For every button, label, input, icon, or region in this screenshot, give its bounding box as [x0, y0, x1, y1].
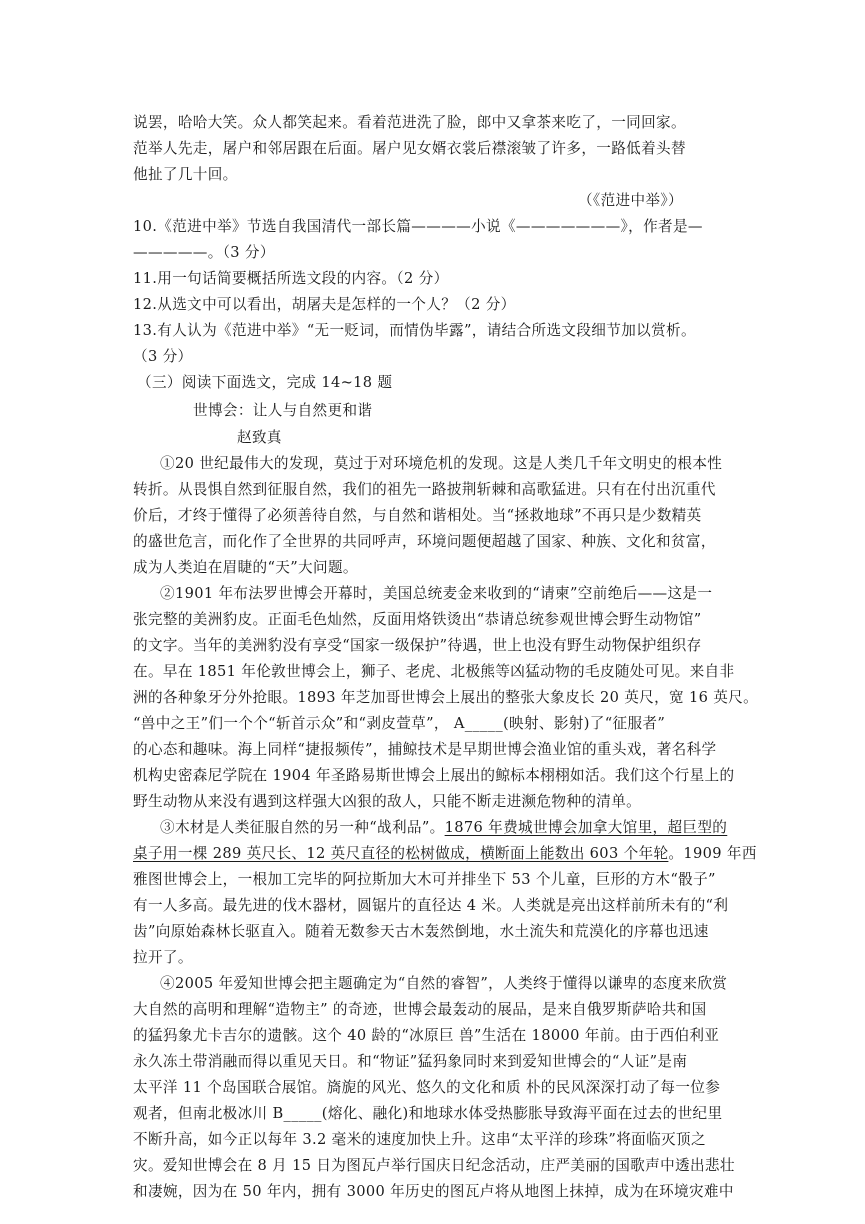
underlined-sentence: 1876 年费城世博会加拿大馆里，超巨型的 [444, 819, 728, 836]
passage-line: 范举人先走，屠户和邻居跟在后面。屠户见女婿衣裳后襟滚皱了许多，一路低着头替 [133, 140, 686, 157]
paragraph-2-line: 机构史密森尼学院在 1904 年圣路易斯世博会上展出的鲸标本栩栩如活。我们这个行星上的 [133, 767, 735, 784]
paragraph-2-line: 的文字。当年的美洲豹没有享受“国家一级保护”待遇，世上也没有野生动物保护组织存 [133, 637, 702, 654]
paragraph-4-line: 永久冻土带消融而得以重见天日。和“物证”猛犸象同时来到爱知世博会的“人证”是南 [133, 1053, 688, 1070]
paragraph-4-line: 太平洋 11 个岛国联合展馆。旖旎的风光、悠久的文化和质 朴的民风深深打动了每一位参 [133, 1079, 721, 1096]
paragraph-1-line: 转折。从畏惧自然到征服自然，我们的祖先一路披荆斩棘和高歌猛进。只有在付出沉重代 [133, 481, 716, 498]
paragraph-3-line [133, 841, 757, 867]
paragraph-4-line: 大自然的高明和理解“造物主” 的奇迹，世博会最轰动的展品，是来自俄罗斯萨哈共和国 [133, 1001, 707, 1018]
paragraph-2-line: 野生动物从来没有遇到这样强大凶狠的敌人，只能不断走进濒危物种的清单。 [133, 793, 642, 810]
paragraph-4-line: 灾。爱知世博会在 8 月 15 日为图瓦卢举行国庆日纪念活动，庄严美丽的国歌声中透出悲壮 [133, 1157, 735, 1174]
paragraph-3-line: 有一人多高。最先进的伐木器材，圆锯片的直径达 4 米。人类就是亮出这样前所未有的“利 [133, 897, 729, 914]
paragraph-3-line: 雅图世博会上，一根加工完毕的阿拉斯加大木可并排坐下 53 个儿童，巨形的方木“骰子” [133, 871, 716, 888]
paragraph-4-line: 的猛犸象尤卡吉尔的遗骸。这个 40 龄的“冰原巨 兽”生活在 18000 年前。由于西伯利亚 [133, 1027, 720, 1044]
article-title: 世博会：让人与自然更和谐 [193, 402, 373, 419]
underlined-sentence: 桌子用一棵 289 英尺长、12 英尺直径的松树做成，横断面上能数出 603 个年轮 [133, 845, 669, 862]
paragraph-3-line [160, 815, 738, 841]
paragraph-1-line: 成为人类迫在眉睫的“天”大问题。 [133, 559, 358, 576]
passage-line: 他扯了几十回。 [133, 166, 238, 183]
paragraph-4-line: ④2005 年爱知世博会把主题确定为“自然的睿智”，人类终于懂得以谦卑的态度来欣赏 [160, 975, 728, 992]
paragraph-2-line: 张完整的美洲豹皮。正面毛色灿然，反面用烙铁烫出“恭请总统参观世博会野生动物馆” [133, 611, 702, 628]
question-10: 10.《范进中举》节选自我国清代一部长篇————小说《———————》，作者是— [133, 218, 703, 235]
paragraph-2-line: “兽中之王”们一个个“斩首示众”和“剥皮萱草”， A_____(映射、影射)了“征服者” [133, 715, 666, 732]
paragraph-1-line: 价后，才终于懂得了必须善待自然，与自然和谐相处。当“拯救地球”不再只是少数精英 [133, 507, 702, 524]
question-13-points: （3 分） [133, 348, 193, 365]
paragraph-4-line: 和凄婉，因为在 50 年内，拥有 3000 年历史的图瓦卢将从地图上抹掉，成为在环境灾难中 [133, 1183, 734, 1200]
paragraph-4-line: 观者，但南北极冰川 B_____(熔化、融化)和地球水体受热膨胀导致海平面在过去的世纪里 [133, 1105, 723, 1122]
paragraph-2-line: 洲的各种象牙分外抢眼。1893 年芝加哥世博会上展出的整张大象皮长 20 英尺，宽 16 英尺。 [133, 689, 759, 706]
paragraph-2-line: 的心态和趣味。海上同样“捷报频传”，捕鲸技术是早期世博会渔业馆的重头戏，著名科学 [133, 741, 717, 758]
paragraph-2-line: 在。早在 1851 年伦敦世博会上，狮子、老虎、北极熊等凶猛动物的毛皮随处可见。来自非 [133, 663, 735, 680]
question-12: 12.从选文中可以看出，胡屠夫是怎样的一个人？（2 分） [133, 296, 516, 313]
question-13: 13.有人认为《范进中举》“无一贬词，而情伪毕露”，请结合所选文段细节加以赏析。 [133, 322, 696, 339]
section-heading: （三）阅读下面选文，完成 14~18 题 [137, 374, 393, 391]
paragraph-1-line: ①20 世纪最伟大的发现，莫过于对环境危机的发现。这是人类几千年文明史的根本性 [160, 455, 723, 472]
paragraph-3-line: 拉开了。 [133, 949, 193, 966]
question-10-cont: —————。（3 分） [133, 244, 275, 261]
paragraph-3-text: 。1909 年西 [668, 845, 757, 862]
article-author: 赵致真 [237, 429, 282, 446]
paragraph-4-line: 不断升高，如今正以每年 3.2 毫米的速度加快上升。这串“太平洋的珍珠”将面临灭顶之 [133, 1131, 706, 1148]
paragraph-3-line: 齿”向原始森林长驱直入。随着无数参天古木轰然倒地，水土流失和荒漠化的序幕也迅速 [133, 923, 709, 940]
paragraph-2-line: ②1901 年布法罗世博会开幕时，美国总统麦金来收到的“请柬”空前绝后——这是一 [160, 585, 713, 602]
paragraph-1-line: 的盛世危言，而化作了全世界的共同呼声，环境问题便超越了国家、种族、文化和贫富， [133, 533, 716, 550]
passage-source: （《范进中举》） [578, 192, 683, 209]
question-11: 11.用一句话简要概括所选文段的内容。（2 分） [133, 270, 449, 287]
passage-line: 说罢，哈哈大笑。众人都笑起来。看着范进洗了脸，郎中又拿茶来吃了，一同回家。 [133, 114, 686, 131]
paragraph-3-text: ③木材是人类征服自然的另一种“战利品”。 [160, 819, 445, 836]
